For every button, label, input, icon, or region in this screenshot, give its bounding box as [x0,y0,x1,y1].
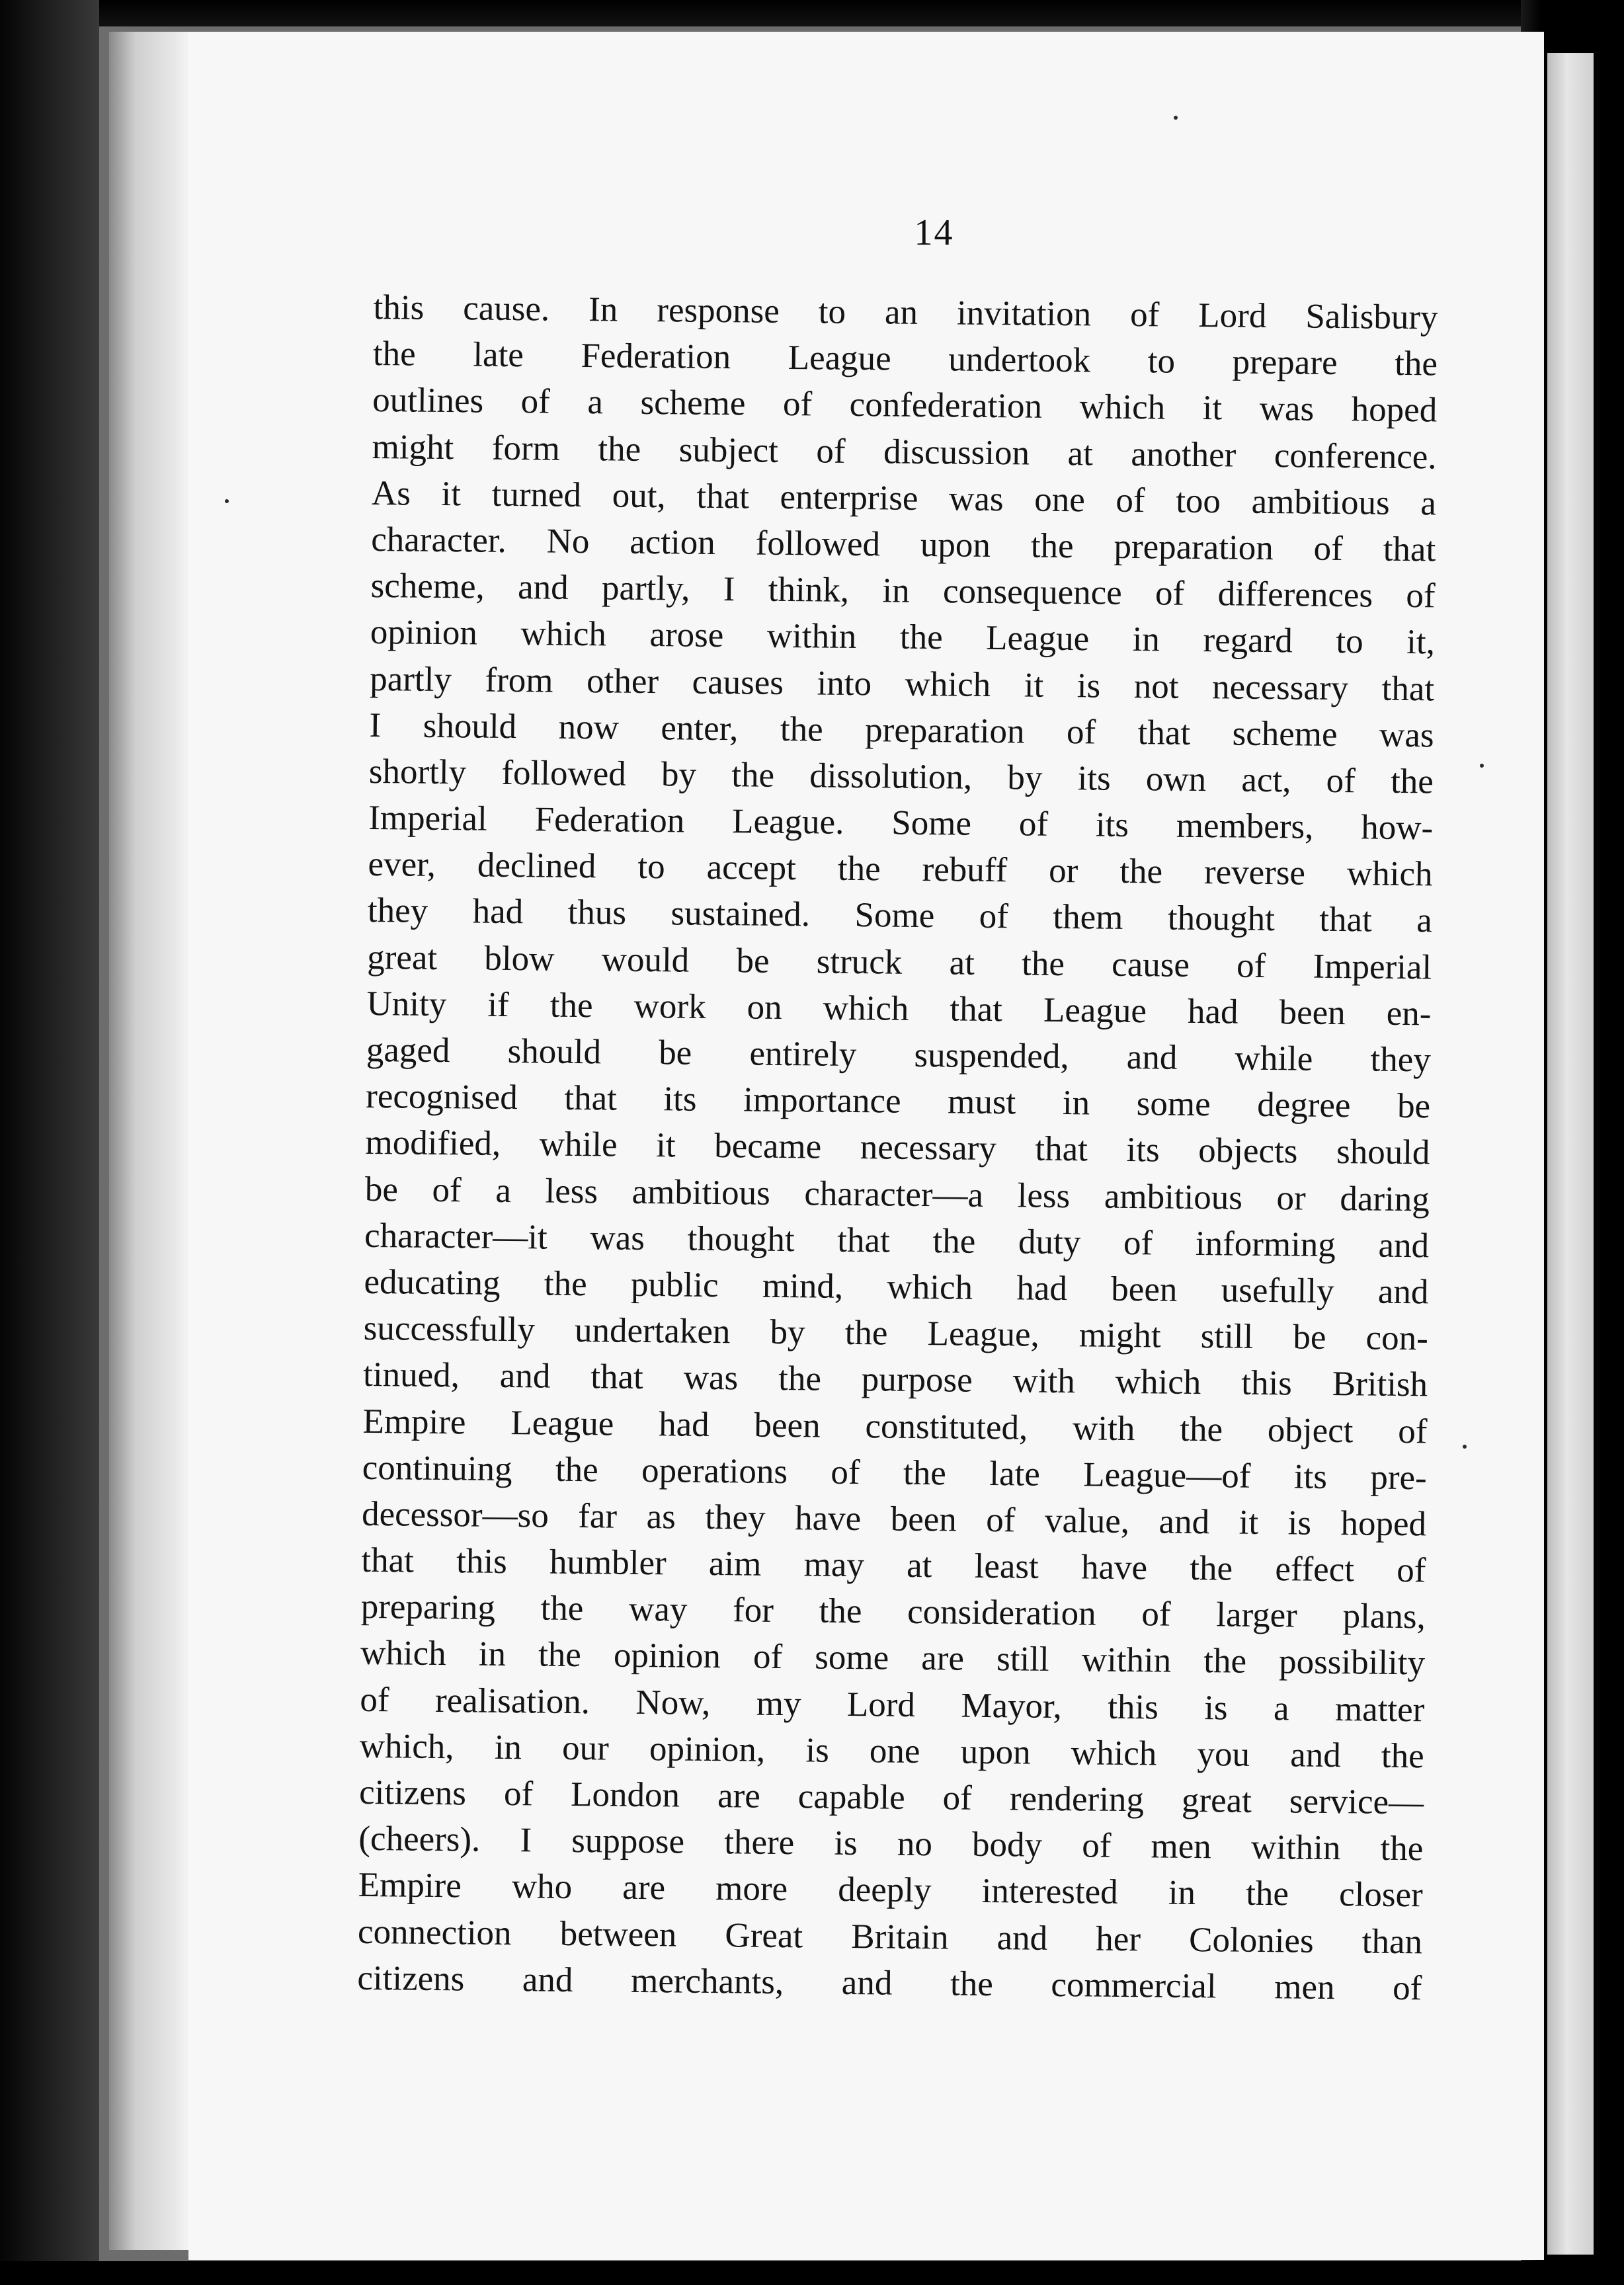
scan-bottom-shadow [0,2261,1624,2285]
scan-speck [225,499,229,503]
text-line: that this humbler aim may at least have the effect of [361,1541,1426,1590]
scan-top-shadow [0,0,1624,26]
text-line: which, in our opinion, is one upon which you and the [359,1726,1424,1776]
text-line: I should now enter, the preparation of that scheme was [369,705,1434,755]
text-line: tinued, and that was the purpose with which this British [362,1355,1428,1404]
text-line: opinion which arose within the League in regard to it, [370,613,1436,662]
text-line: shortly followed by the dissolution, by its own act, of the [368,752,1434,801]
text-line: this cause. In response to an invitation of Lord Salisbury [373,288,1438,337]
text-line: partly from other causes into which it is not necessary that [369,659,1435,708]
page-gutter-shading [109,32,188,2250]
text-line: which in the opinion of some are still within the possibility [360,1634,1426,1683]
text-line: continuing the operations of the late League—of its pre- [362,1448,1428,1498]
text-line: they had thus sustained. Some of them thought that a [367,891,1433,940]
text-line: Empire League had been constituted, with the object of [362,1402,1428,1451]
scan-speck [1463,1445,1467,1449]
text-line: great blow would be struck at the cause of Imperial [366,938,1432,987]
text-line: character—it was thought that the duty of informing and [364,1216,1430,1265]
text-line: educating the public mind, which had been usefully and [364,1262,1429,1312]
text-line: the late Federation League undertook to prepare the [372,335,1438,383]
text-line: preparing the way for the consideration of larger plans, [360,1587,1426,1636]
text-line: Unity if the work on which that League had been en- [366,984,1432,1033]
text-line: As it turned out, that enterprise was one of too ambitious a [371,473,1437,523]
text-line: ever, declined to accept the rebuff or the reverse which [368,845,1433,894]
text-line: Imperial Federation League. Some of its members, how- [368,799,1434,848]
text-line: recognised that its importance must in some degree be [365,1077,1431,1126]
text-line: modified, while it became necessary that its objects should [365,1123,1430,1172]
text-line: Empire who are more deeply interested in the closer [358,1866,1423,1915]
text-line: be of a less ambitious character—a less ambitious or daring [364,1170,1430,1219]
text-line: might form the subject of discussion at another conference. [372,427,1437,477]
scan-speck [1480,764,1484,768]
text-line: (cheers). I suppose there is no body of men within the [358,1820,1424,1868]
text-line: citizens and merchants, and the commercial men of [357,1958,1422,2008]
text-line: citizens of London are capable of rendering great service— [358,1773,1424,1822]
text-line: scheme, and partly, I think, in consequence of differences of [370,567,1436,616]
book-spine [0,0,99,2285]
text-line: outlines of a scheme of confederation which it was hoped [372,381,1438,430]
body-text [357,284,1438,2011]
text-line: successfully undertaken by the League, might still be con- [363,1309,1429,1358]
text-line: gaged should be entirely suspended, and while they [366,1030,1432,1080]
page-number: 14 [914,212,954,253]
text-line: of realisation. Now, my Lord Mayor, this is a matter [360,1680,1425,1729]
text-line: decessor—so far as they have been of value, and it is hoped [361,1494,1427,1544]
scan-speck [1174,116,1178,120]
text-line: character. No action followed upon the preparation of that [371,520,1436,569]
text-line: connection between Great Britain and her Colonies than [357,1912,1423,1961]
facing-page-edge [1547,53,1594,2255]
